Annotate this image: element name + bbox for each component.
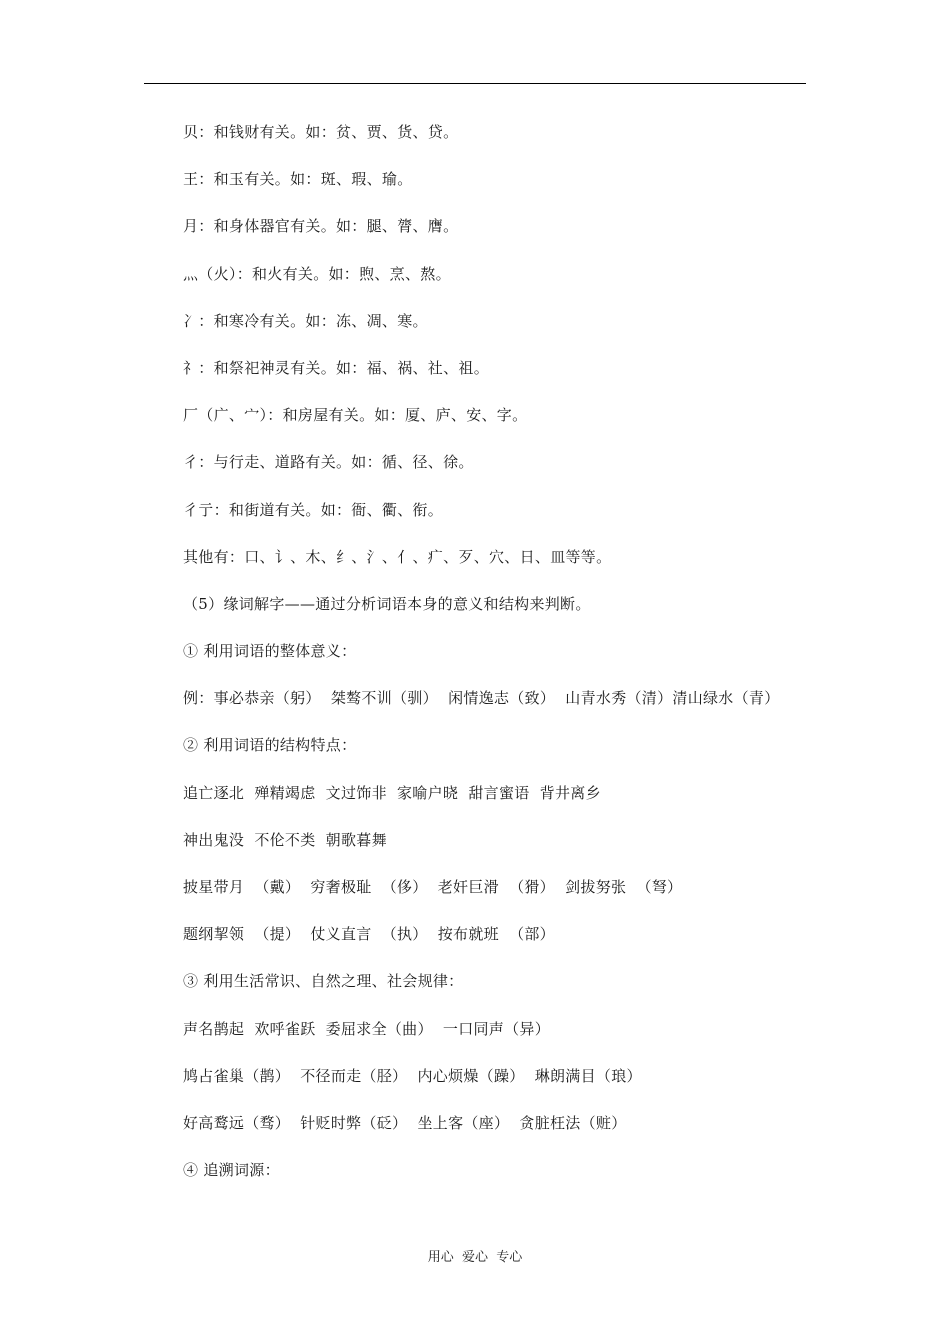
text-line: 其他有：口、讠、木、纟、氵、亻、疒、歹、穴、日、皿等等。 [183, 547, 612, 566]
text-line: 月：和身体器官有关。如：腿、膂、膺。 [183, 217, 459, 236]
text-line: 神出鬼没 不伦不类 朝歌暮舞 [183, 830, 387, 849]
text-line: 彳：与行走、道路有关。如：循、径、徐。 [183, 453, 474, 472]
subsection-heading: ① 利用词语的整体意义： [183, 642, 357, 661]
text-line: 灬（火）：和火有关。如：煦、烹、熬。 [183, 264, 451, 283]
text-line: 披星带月 （戴） 穷奢极耻 （侈） 老奸巨滑 （猾） 剑拔努张 （弩） [183, 878, 683, 896]
text-line: 冫：和寒冷有关。如：冻、凋、寒。 [183, 311, 428, 330]
text-line: 厂（广、宀）：和房屋有关。如：厦、庐、安、字。 [183, 406, 528, 425]
header-rule [144, 83, 806, 84]
text-line: 礻：和祭祀神灵有关。如：福、祸、社、祖。 [183, 358, 490, 377]
subsection-heading: ④ 追溯词源： [183, 1161, 280, 1180]
text-line: 例：事必恭亲（躬） 桀骜不训（驯） 闲情逸志（致） 山青水秀（清）清山绿水（青） [183, 689, 780, 708]
text-line: 追亡逐北 殚精竭虑 文过饰非 家喻户晓 甜言蜜语 背井离乡 [183, 783, 601, 802]
subsection-heading: ② 利用词语的结构特点： [183, 736, 357, 755]
text-line: 彳亍：和街道有关。如：衙、衢、衔。 [183, 500, 444, 519]
page-footer: 用心 爱心 专心 [427, 1250, 523, 1265]
text-line: 鸠占雀巢（鹊） 不径而走（胫） 内心烦燥（躁） 琳朗满目（琅） [183, 1066, 642, 1085]
document-body [183, 122, 823, 1207]
section-heading: （5）缘词解字——通过分析词语本身的意义和结构来判断。 [183, 594, 591, 613]
text-line: 题纲挈领 （提） 仗义直言 （执） 按布就班 （部） [183, 925, 555, 944]
text-line: 好高鹜远（骛） 针贬时弊（砭） 坐上客（座） 贪脏枉法（赃） [183, 1113, 627, 1132]
text-line: 王：和玉有关。如：斑、瑕、瑜。 [183, 170, 413, 189]
text-line: 声名鹊起 欢呼雀跃 委屈求全（曲） 一口同声（异） [183, 1019, 551, 1038]
text-line: 贝：和钱财有关。如：贫、贾、货、贷。 [183, 123, 459, 141]
subsection-heading: ③ 利用生活常识、自然之理、社会规律： [183, 972, 464, 991]
